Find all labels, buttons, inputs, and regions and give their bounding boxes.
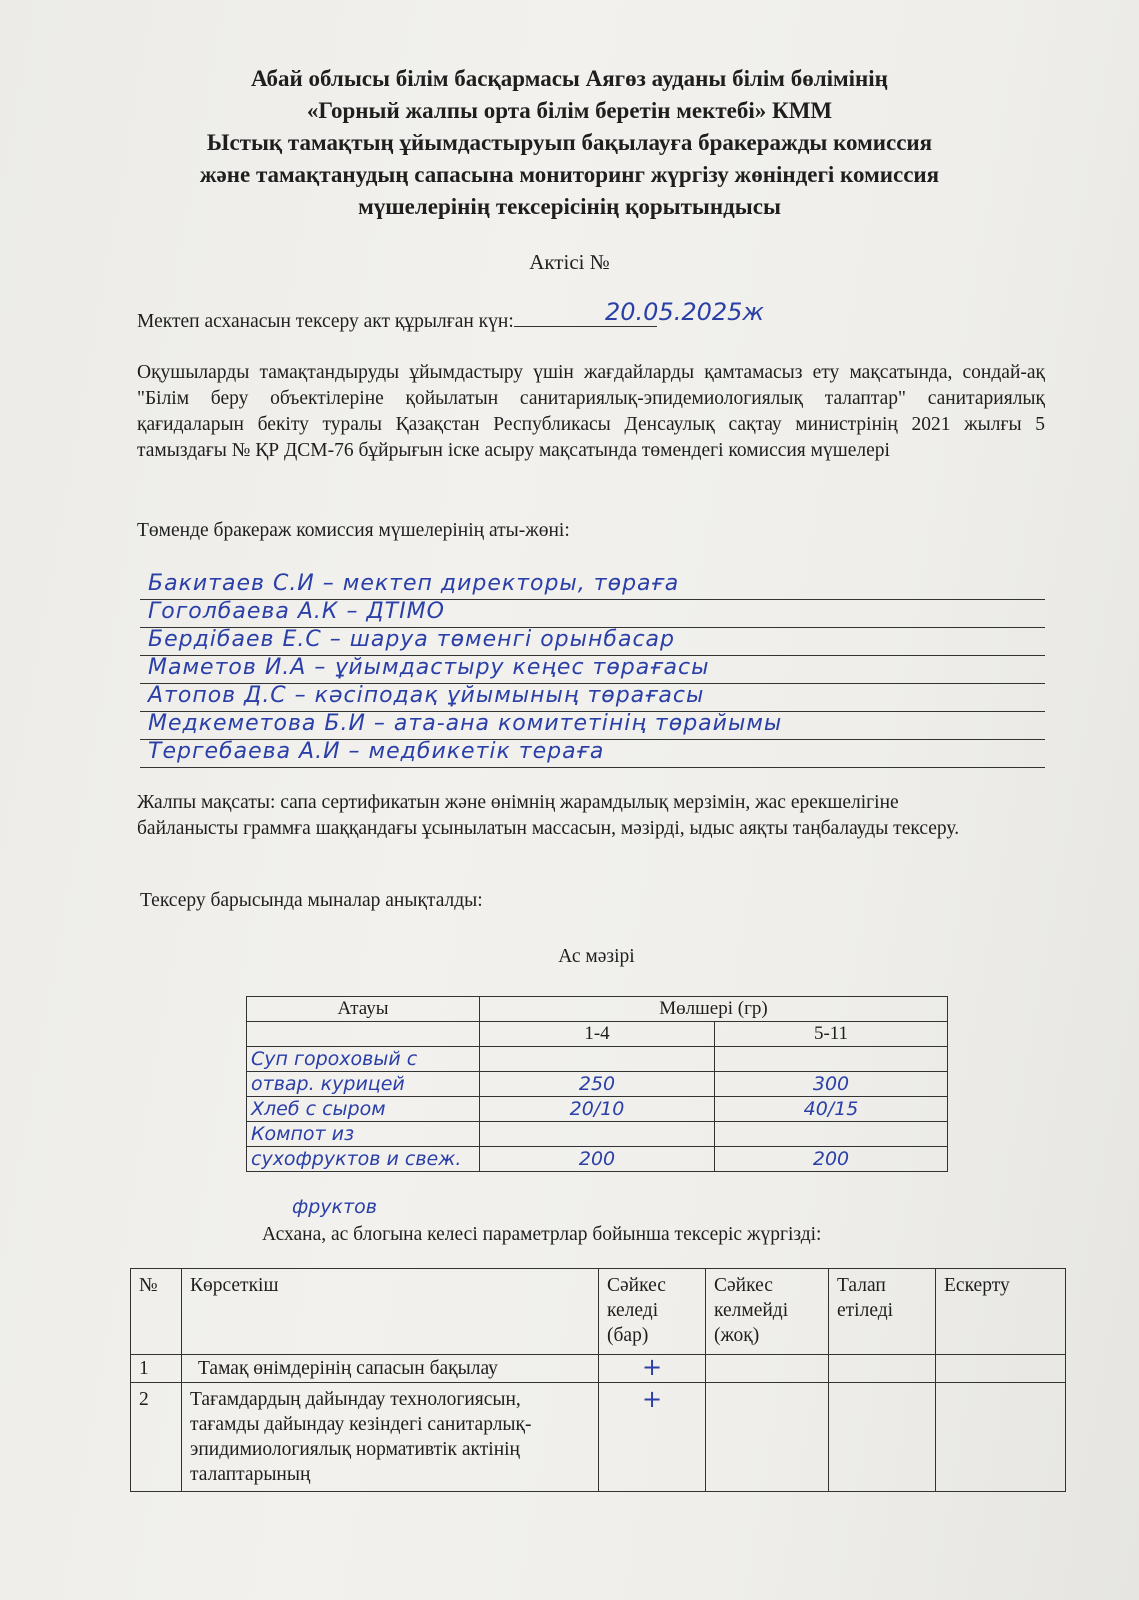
menu-item-5-11 [715, 1047, 948, 1072]
member-row: Тергебаева А.И – медбикетік тераға [140, 740, 1045, 768]
act-title: Актісі № [529, 250, 610, 274]
insp-empty-cell [936, 1383, 1066, 1492]
insp-empty-cell [829, 1355, 936, 1383]
insp-empty-cell [936, 1355, 1066, 1383]
date-handwritten: 20.05.2025ж [605, 298, 765, 326]
insp-row [131, 1355, 1066, 1383]
header-line-2: «Горный жалпы орта білім беретін мектебі» КММ [306, 98, 833, 123]
menu-item-1-4: 250 [480, 1072, 715, 1097]
menu-item-name: Хлеб с сыром [247, 1097, 480, 1122]
header-line-5: мүшелерінің тексерісінің қорытындысы [358, 194, 781, 219]
member-row: Гоголбаева А.К – ДТІМО [140, 600, 1045, 628]
header-line-3: Ыстық тамақтың ұйымдастыруып бақылауға бракеражды комиссия [206, 130, 933, 155]
date-label: Мектеп асханасын тексеру акт құрылған күн: [137, 311, 514, 332]
member-row: Бакитаев С.И – мектеп директоры, төраға [140, 572, 1045, 600]
menu-col-amount: Мөлшері (гр) [480, 997, 948, 1022]
insp-row-text: Тамақ өнімдерінің сапасын бақылау [182, 1355, 599, 1383]
insp-col-required: Талап етіледі [829, 1269, 936, 1355]
menu-col-5-11: 5-11 [715, 1022, 948, 1047]
insp-row [131, 1383, 1066, 1492]
menu-table [246, 996, 948, 1172]
insp-col-indicator: Көрсеткіш [182, 1269, 599, 1355]
insp-empty-cell [706, 1355, 829, 1383]
menu-item-1-4 [480, 1047, 715, 1072]
menu-empty-cell [247, 1022, 480, 1047]
insp-row-mark: + [599, 1355, 706, 1383]
insp-col-noncompliant: Сәйкес келмейді (жоқ) [706, 1269, 829, 1355]
findings-label: Тексеру барысында мыналар анықталды: [140, 890, 483, 911]
menu-col-name: Атауы [247, 997, 480, 1022]
menu-row [247, 1147, 948, 1172]
member-row: Маметов И.А – ұйымдастыру кеңес төрағасы [140, 656, 1045, 684]
insp-col-compliant: Сәйкес келеді (бар) [599, 1269, 706, 1355]
menu-row [247, 1072, 948, 1097]
insp-col-note: Ескерту [936, 1269, 1066, 1355]
insp-col-no: № [131, 1269, 182, 1355]
members-list [140, 572, 1045, 768]
inspection-table [130, 1268, 1066, 1492]
menu-item-name: Компот из [247, 1122, 480, 1147]
menu-overflow-text: фруктов [292, 1196, 377, 1218]
menu-row [247, 1097, 948, 1122]
insp-empty-cell [706, 1383, 829, 1492]
inspection-intro: Асхана, ас блогына келесі параметрлар бойынша тексеріс жүргізді: [262, 1224, 822, 1245]
menu-item-name: отвар. курицей [247, 1072, 480, 1097]
header-line-1: Абай облысы білім басқармасы Аягөз ауданы білім бөлімінің [251, 66, 888, 91]
insp-empty-cell [829, 1383, 936, 1492]
menu-item-1-4: 20/10 [480, 1097, 715, 1122]
menu-title: Ас мәзірі [558, 946, 635, 967]
member-row: Атопов Д.С – кәсіподақ ұйымының төрағасы [140, 684, 1045, 712]
menu-item-1-4: 200 [480, 1147, 715, 1172]
menu-item-name: Суп гороховый с [247, 1047, 480, 1072]
insp-row-mark: + [599, 1383, 706, 1492]
menu-col-1-4: 1-4 [480, 1022, 715, 1047]
menu-item-5-11: 40/15 [715, 1097, 948, 1122]
insp-row-no: 2 [131, 1383, 182, 1492]
menu-item-name: сухофруктов и свеж. [247, 1147, 480, 1172]
menu-row [247, 1122, 948, 1147]
insp-row-text: Тағамдардың дайындау технологиясын, тағамды дайындау кезіндегі санитарлық-эпидимиологиялық нормативтік актінің талаптарының [182, 1383, 599, 1492]
date-line [137, 308, 657, 333]
member-row: Бердібаев Е.С – шаруа төменгі орынбасар [140, 628, 1045, 656]
intro-paragraph: Оқушыларды тамақтандыруды ұйымдастыру үшін жағдайларды қамтамасыз ету мақсатында, сондай-ақ "Білім беру объектілеріне қойылатын санитариялық-эпидемиологиялық талаптар" санитариялық қағидаларын бекіту туралы Қазақстан Республикасы Денсаулық сақтау министрінің 2021 жылғы 5 тамыздағы № ҚР ДСМ-76 бұйрығын іске асыру мақсатында төмендегі комиссия мүшелері [137, 362, 1045, 461]
menu-item-5-11 [715, 1122, 948, 1147]
header-line-4: және тамақтанудың сапасына мониторинг жүргізу жөніндегі комиссия [199, 162, 940, 187]
menu-item-5-11: 300 [715, 1072, 948, 1097]
member-row: Медкеметова Б.И – ата-ана комитетінің төрайымы [140, 712, 1045, 740]
purpose-paragraph: Жалпы мақсаты: сапа сертификатын және өнімнің жарамдылық мерзімін, жас ерекшелігіне байланысты граммға шаққандағы ұсынылатын массасын, мәзірді, ыдыс аяқты таңбалауды тексеру. [137, 792, 960, 839]
menu-item-1-4 [480, 1122, 715, 1147]
menu-row [247, 1047, 948, 1072]
insp-row-no: 1 [131, 1355, 182, 1383]
menu-item-5-11: 200 [715, 1147, 948, 1172]
members-label: Төменде бракераж комиссия мүшелерінің аты-жөні: [137, 520, 570, 541]
